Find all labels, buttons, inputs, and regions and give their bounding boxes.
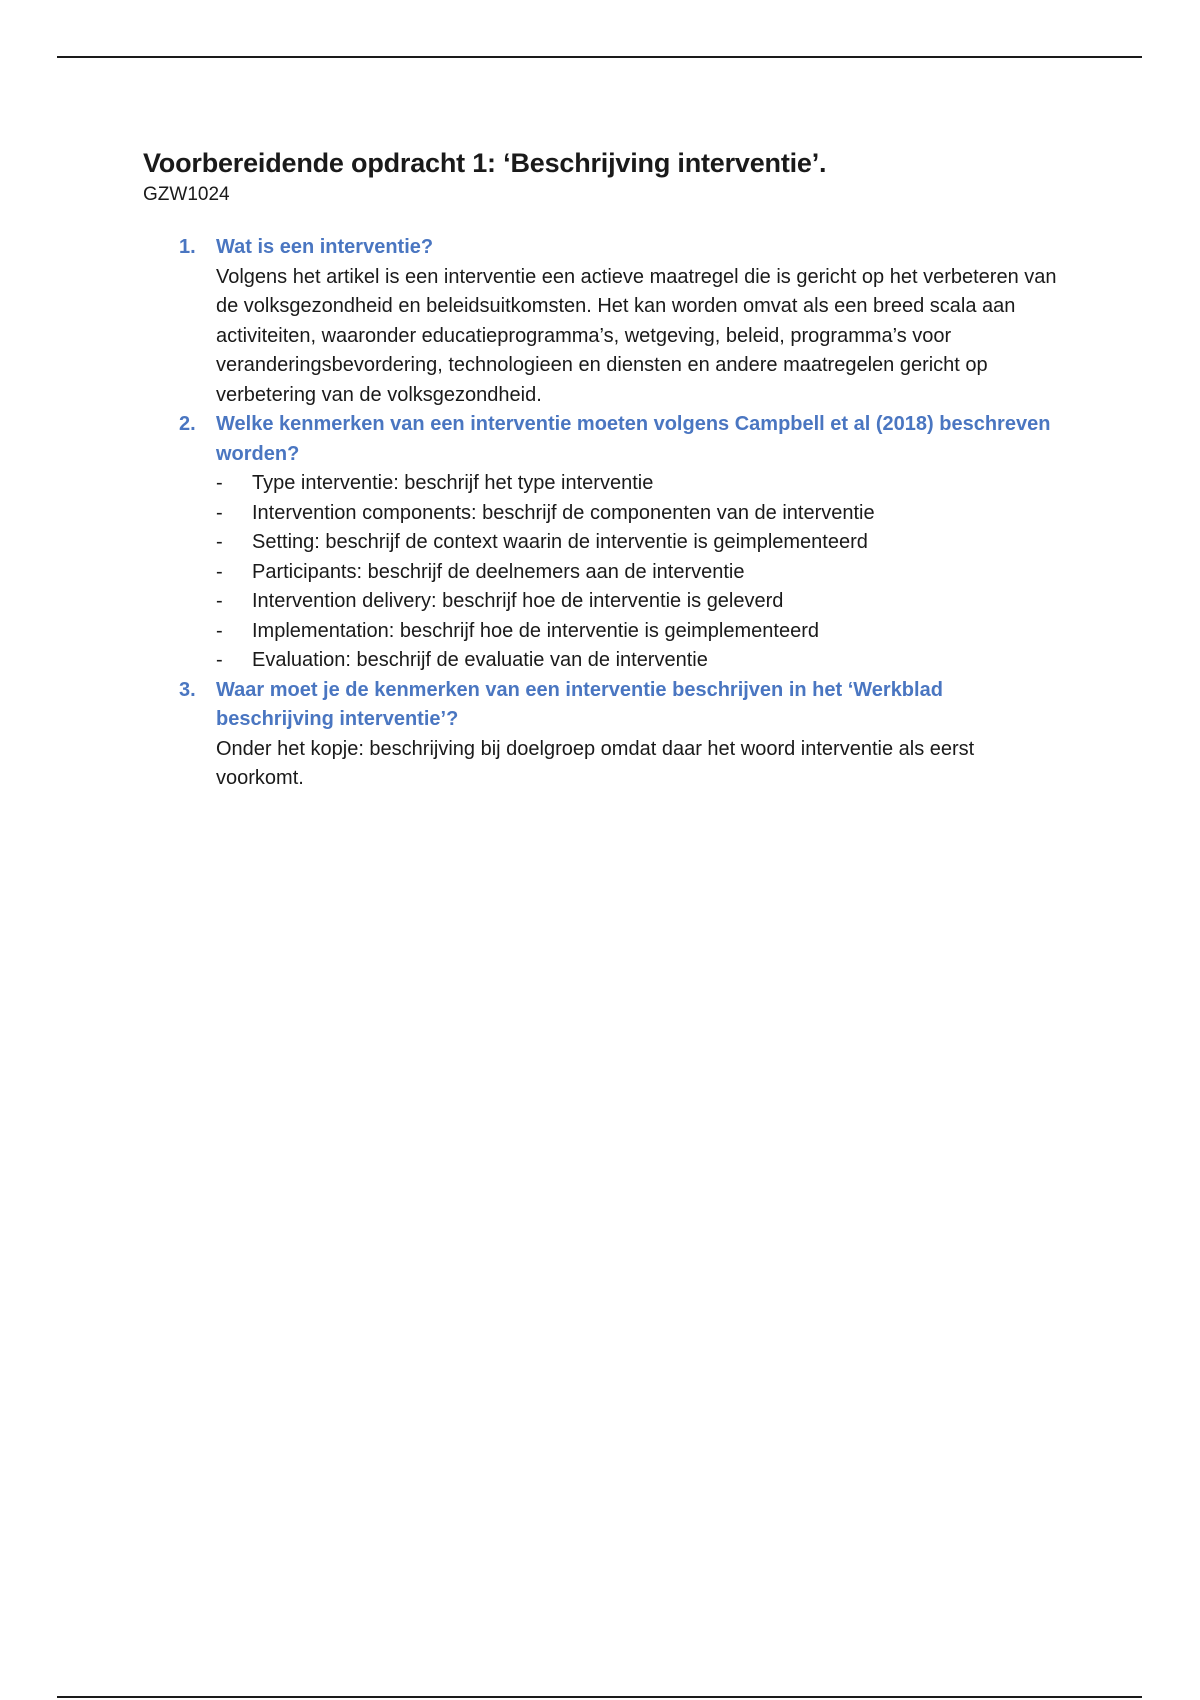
answer-paragraph: Onder het kopje: beschrijving bij doelgroep omdat daar het woord interventie als eerst voorkomt.: [216, 737, 975, 789]
question-number: 1.: [179, 236, 196, 258]
dash-bullet: -: [216, 531, 223, 553]
dash-bullet: -: [216, 501, 223, 524]
document-body: [143, 145, 1063, 794]
dash-bullet: -: [216, 590, 223, 612]
list-item-text: Intervention components: beschrijf de componenten van de interventie: [252, 501, 875, 524]
dash-bullet: -: [216, 560, 223, 583]
document-title: Voorbereidende opdracht 1: ‘Beschrijving interventie’.: [143, 148, 827, 178]
list-item: [216, 499, 1063, 529]
question-heading: Waar moet je de kenmerken van een interventie beschrijven in het ‘Werkblad beschrijving interventie’?: [216, 678, 943, 730]
course-code: GZW1024: [143, 184, 230, 205]
dash-bullet: -: [216, 472, 223, 494]
list-item-text: Intervention delivery: beschrijf hoe de interventie is geleverd: [252, 590, 784, 612]
dash-bullet: -: [216, 619, 223, 642]
answer-paragraph: Volgens het artikel is een interventie een actieve maatregel die is gericht op het verbeteren van de volksgezondheid en beleidsuitkomsten. Het kan worden omvat als een breed scala aan activiteiten, waaronder educatieprogramma’s, wetgeving, beleid, programma’s voor veranderingsbevordering, technologieen en diensten en andere maatregelen gericht op verbetering van de volksgezondheid.: [216, 265, 1057, 406]
question-number: 3.: [179, 678, 196, 701]
question-item: [143, 410, 1063, 676]
header-rule: [57, 56, 1142, 58]
list-item: [216, 528, 1063, 558]
list-item: [216, 469, 1063, 499]
list-item-text: Setting: beschrijf de context waarin de interventie is geimplementeerd: [252, 531, 868, 553]
list-item: [216, 617, 1063, 647]
dash-bullet: -: [216, 649, 223, 671]
question-number: 2.: [179, 413, 196, 435]
question-item: [143, 233, 1063, 410]
list-item: [216, 587, 1063, 617]
characteristics-list: [216, 469, 1063, 676]
question-heading: Welke kenmerken van een interventie moeten volgens Campbell et al (2018) beschreven worden?: [216, 413, 1051, 465]
list-item-text: Evaluation: beschrijf de evaluatie van de interventie: [252, 649, 708, 671]
list-item: [216, 646, 1063, 676]
question-heading: Wat is een interventie?: [216, 236, 434, 258]
list-item-text: Implementation: beschrijf hoe de interventie is geimplementeerd: [252, 619, 819, 642]
list-item-text: Type interventie: beschrijf het type interventie: [252, 472, 654, 494]
footer-rule: [57, 1696, 1142, 1698]
question-item: [143, 676, 1063, 794]
list-item: [216, 558, 1063, 588]
question-list: [143, 233, 1063, 794]
list-item-text: Participants: beschrijf de deelnemers aan de interventie: [252, 560, 745, 583]
